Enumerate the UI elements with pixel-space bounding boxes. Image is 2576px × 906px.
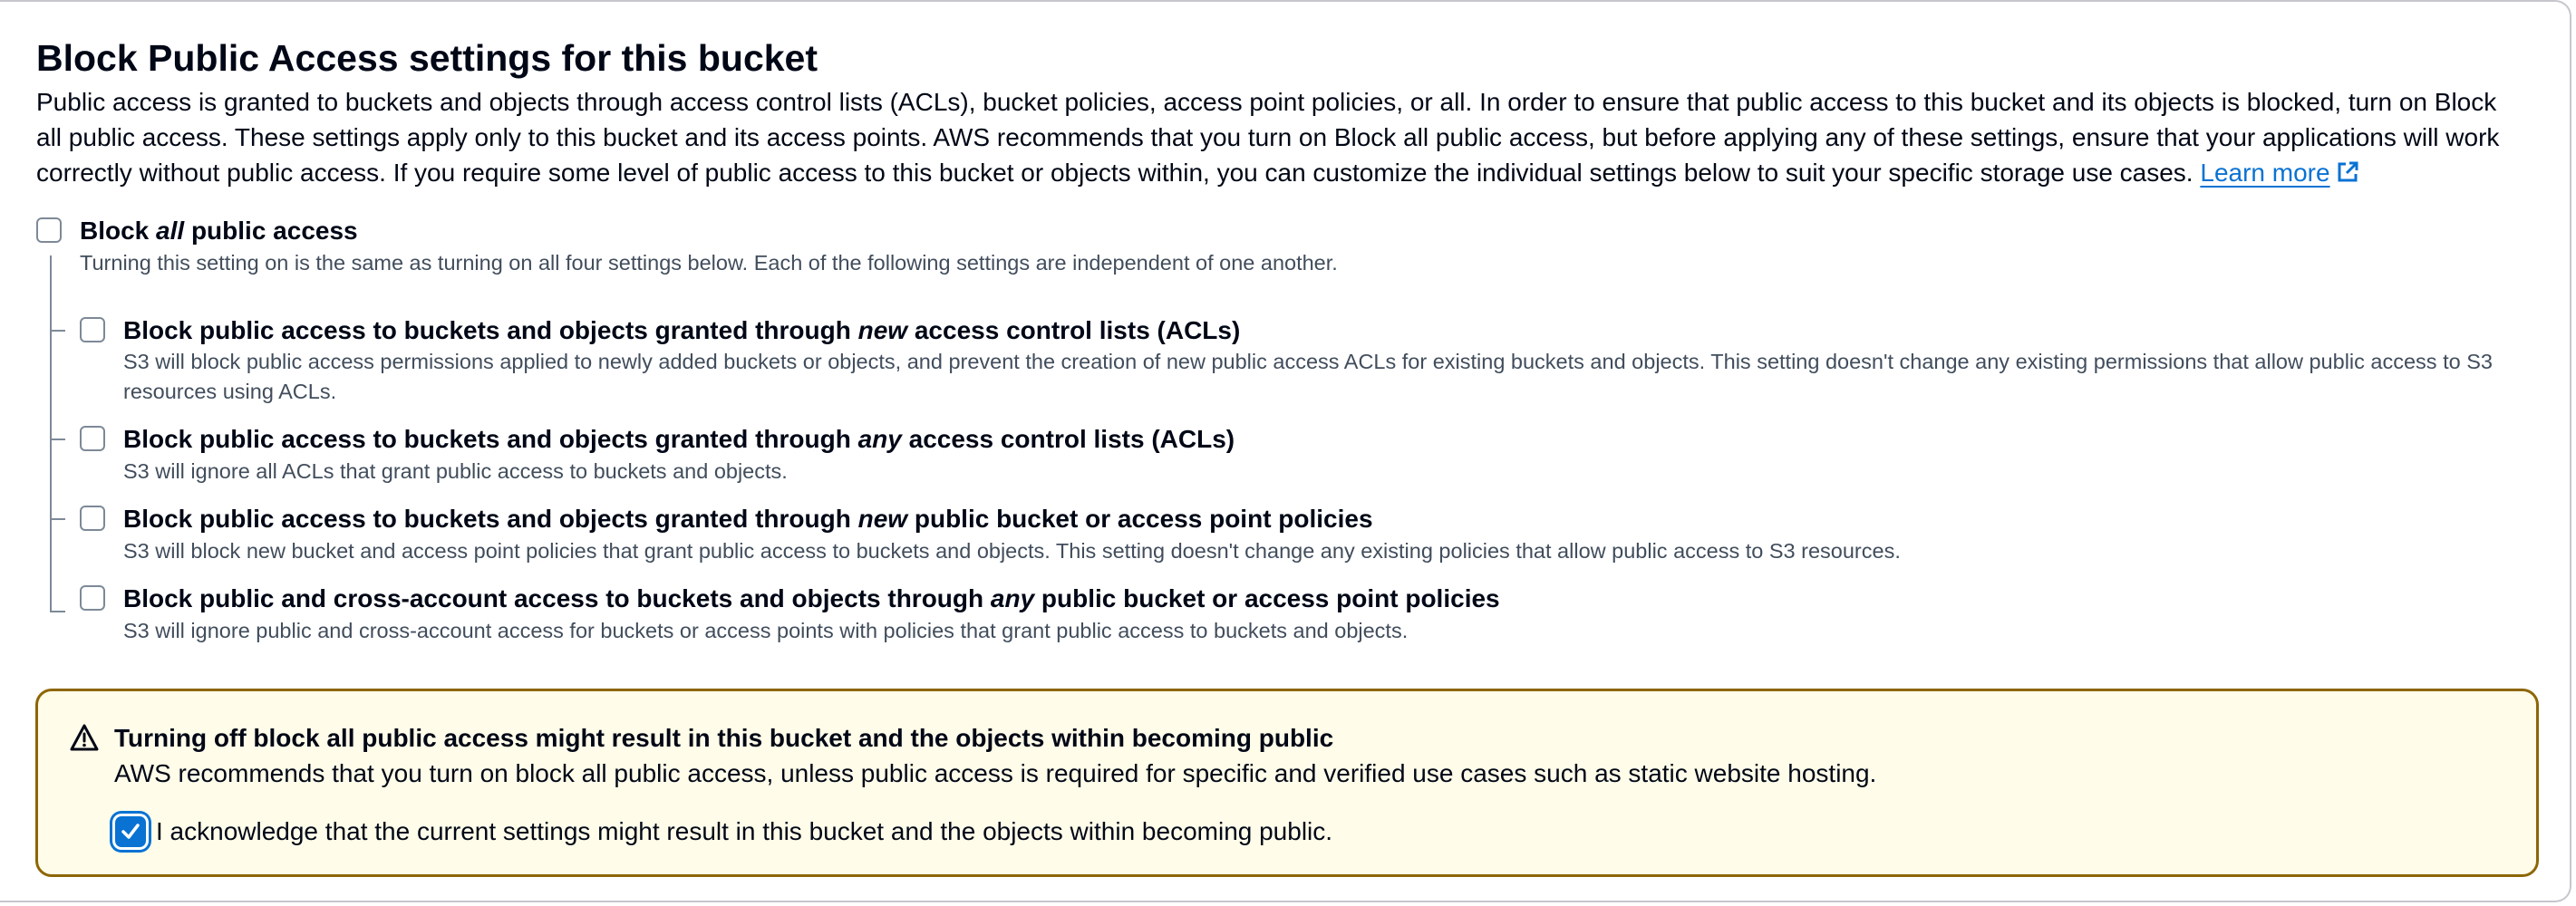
tree-branch-2 [50,439,65,440]
tree-vertical-line [50,255,52,612]
learn-more-label: Learn more [2200,159,2330,187]
option-any-policy-label-pre: Block public and cross-account access to buckets and objects through [123,584,991,612]
option-new-acl-label [123,314,1240,347]
option-any-policy-label [123,583,1500,615]
option-any-acl-checkbox[interactable] [80,426,105,451]
warning-alert [35,689,2539,877]
tree-branch-4 [50,611,65,612]
option-any-policy-label-em: any [990,584,1035,612]
external-link-icon [2336,158,2359,181]
option-any-policy-description: S3 will ignore public and cross-account access for buckets or access points with policies that grant public access to buckets and objects. [123,619,1409,642]
section-description-text: Public access is granted to buckets and objects through access control lists (ACLs), bucket policies, access point policies, or all. In order to ensure that public access to this bucket and its objects is blocked, turn on Block all public access. These settings apply only to this bucket and its access points. AWS recommends that you turn on Block all public access, but before applying any of these settings, ensure that your applications will work correctly without public access. If you require some level of public access to this bucket or objects within, you can customize the individual settings below to suit your specific storage use cases. [36,88,2500,187]
block-all-label [80,215,358,247]
option-any-policy-label-post: public bucket or access point policies [1034,584,1500,612]
tree-branch-1 [50,330,65,332]
option-new-acl-description: S3 will block public access permissions applied to newly added buckets or objects, and prevent the creation of new public access ACLs for existing buckets and objects. This setting doesn't change any existing permissions that allow public access to S3 resources using ACLs. [123,350,2493,403]
option-any-acl-label-em: any [857,425,902,453]
block-all-checkbox[interactable] [36,217,62,243]
block-all-description: Turning this setting on is the same as turning on all four settings below. Each of the following settings are independent of one another. [80,251,1338,275]
acknowledge-checkbox[interactable] [115,816,146,847]
warning-text: AWS recommends that you turn on block all public access, unless public access is required for specific and verified use cases such as static website hosting. [114,759,1877,787]
option-any-acl-label-post: access control lists (ACLs) [901,425,1235,453]
acknowledge-label[interactable]: I acknowledge that the current settings might result in this bucket and the objects within becoming public. [156,817,1333,845]
option-any-acl-description: S3 will ignore all ACLs that grant public access to buckets and objects. [123,459,788,483]
option-new-policy-description: S3 will block new bucket and access point policies that grant public access to buckets and objects. This setting doesn't change any existing policies that allow public access to S3 resources. [123,539,1901,563]
option-new-policy-label-pre: Block public access to buckets and objects granted through [123,505,858,533]
block-all-label-pre: Block [80,217,157,245]
checkmark-icon [119,820,142,843]
option-new-policy-checkbox[interactable] [80,506,105,531]
option-new-acl-label-post: access control lists (ACLs) [907,316,1241,344]
section-description [36,84,2502,190]
warning-icon [69,723,100,757]
option-new-acl-label-em: new [857,316,908,344]
warning-title: Turning off block all public access might result in this bucket and the objects within becoming public [114,724,1334,752]
option-new-acl-label-pre: Block public access to buckets and objects granted through [123,316,858,344]
tree-branch-3 [50,518,65,520]
block-all-label-em: all [156,217,185,245]
section-title: Block Public Access settings for this bucket [36,37,818,79]
option-new-policy-label-em: new [857,505,908,533]
option-any-policy-checkbox[interactable] [80,585,105,611]
learn-more-link[interactable] [2200,159,2358,187]
option-any-acl-label [123,423,1235,456]
option-new-policy-label [123,503,1373,535]
option-new-policy-label-post: public bucket or access point policies [907,505,1373,533]
option-new-acl-checkbox[interactable] [80,317,105,342]
block-all-label-post: public access [184,217,358,245]
option-any-acl-label-pre: Block public access to buckets and objects granted through [123,425,858,453]
